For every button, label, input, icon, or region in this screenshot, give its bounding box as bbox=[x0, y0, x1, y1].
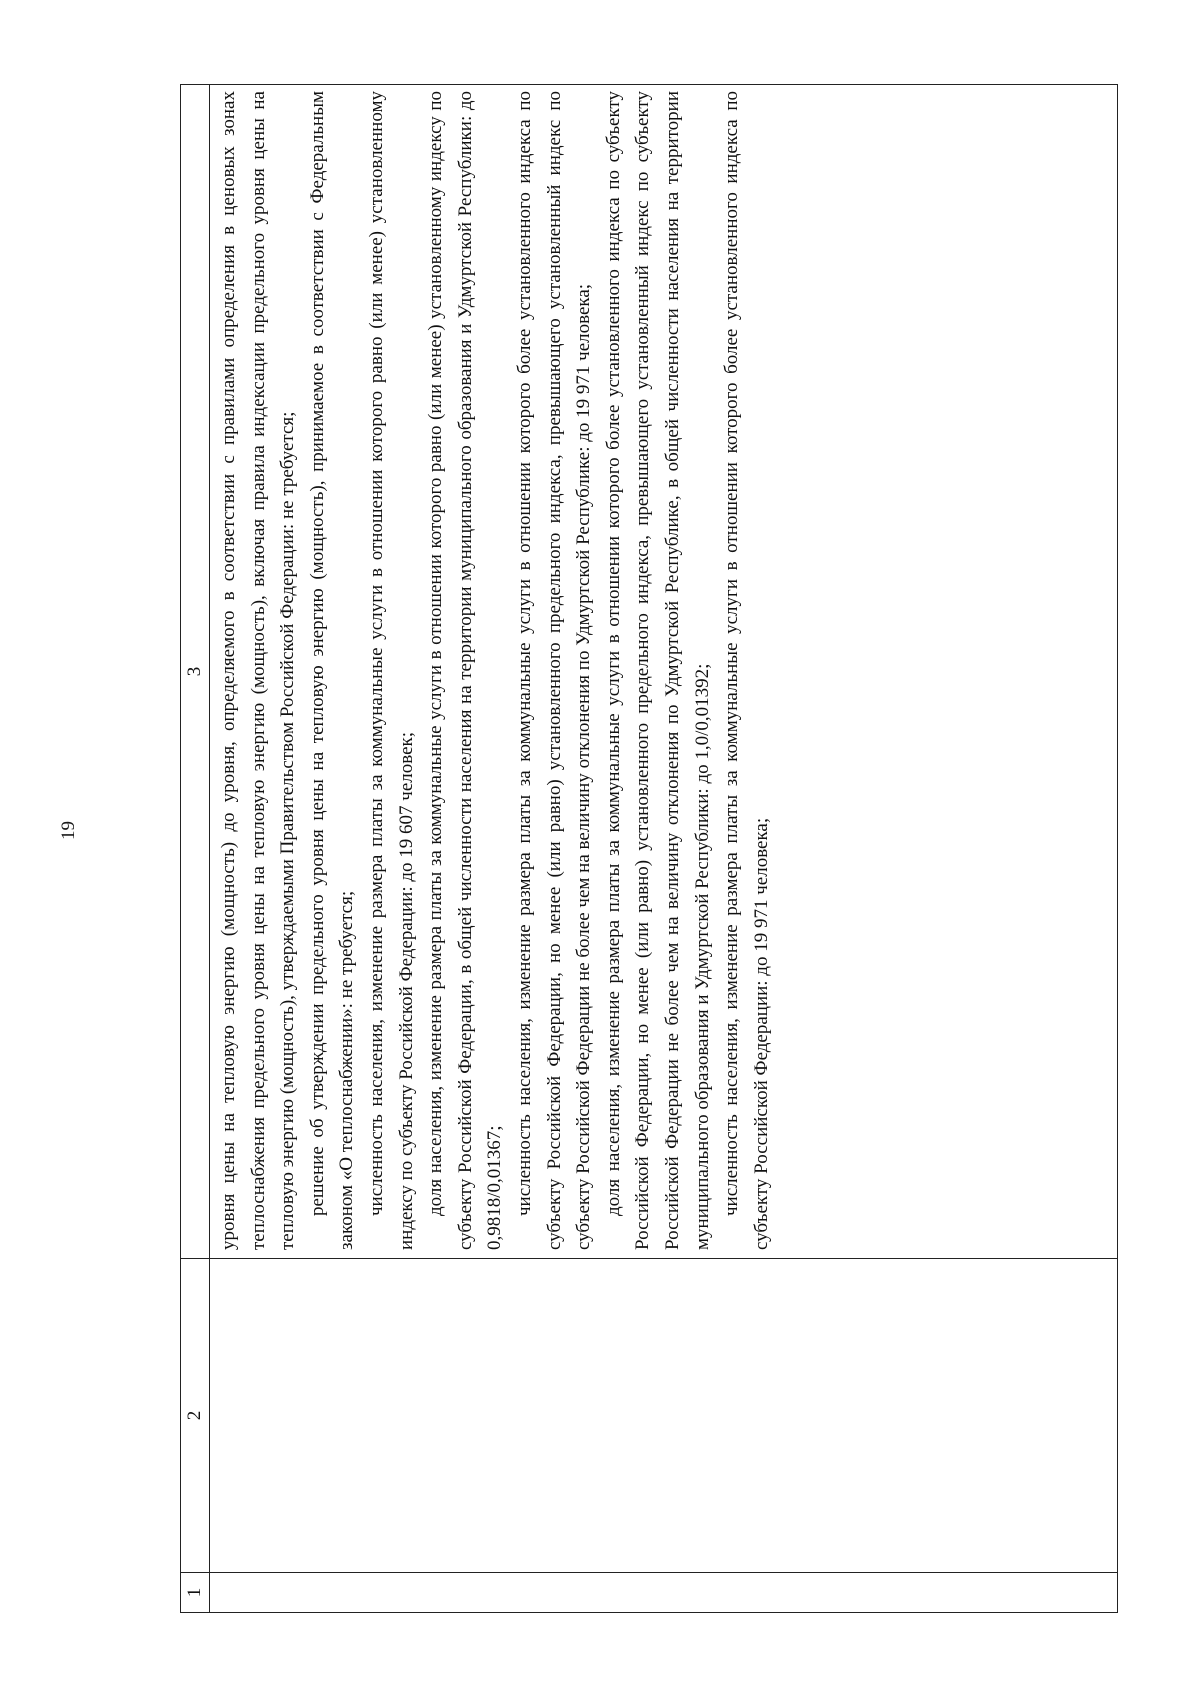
rotated-document-page bbox=[180, 85, 1114, 1613]
paragraph-6: доля населения, изменение размера платы за коммунальные услуги в отношении которого более установленного индекса по субъекту Российской Федерации, но менее (или равно) установленного предельного индекса, превышающего установленный индекс по субъекту Российской Федерации не более чем на величину отклонения по Удмуртской Республике, в общей численности населения на территории муниципального образования и Удмуртской Республики: до 1,0/0,01392; bbox=[602, 91, 713, 1250]
paragraph-7: численность населения, изменение размера платы за коммунальные услуги в отношении которого более установленного индекса по субъекту Российской Федерации: до 19 971 человека; bbox=[721, 91, 772, 1250]
cell-column-1 bbox=[210, 1573, 1118, 1613]
paragraph-4: доля населения, изменение размера платы за коммунальные услуги в отношении которого равно (или менее) установленному индексу по субъекту Российской Федерации, в общей численности населения на территории муниципального образования и Удмуртской Республики: до 0,9818/0,01367; bbox=[425, 91, 506, 1250]
paragraph-5: численность населения, изменение размера платы за коммунальные услуги в отношении которого более установленного индекса по субъекту Российской Федерации, но менее (или равно) установленного предельного индекса, превышающего установленный индекс по субъекту Российской Федерации не более чем на величину отклонения по Удмуртской Республике: до 19 971 человека; bbox=[513, 91, 595, 1250]
cell-column-3 bbox=[210, 85, 1118, 1259]
paragraph-2: решение об утверждении предельного уровня цены на тепловую энергию (мощность), принимаемое в соответствии с Федеральным законом «О теплоснабжении»: не требуется; bbox=[306, 91, 358, 1250]
table-row bbox=[210, 85, 1118, 1613]
column-header-3: 3 bbox=[181, 85, 210, 1259]
table-header-row bbox=[181, 85, 210, 1613]
document-table bbox=[180, 84, 1118, 1613]
paragraph-1: уровня цены на тепловую энергию (мощность) до уровня, определяемого в соответствии с правилами определения в ценовых зонах теплоснабжения предельного уровня цены на тепловую энергию (мощность), включая правила индексации предельного уровня цены на тепловую энергию (мощность), утверждаемыми Правительством Российской Федерации: не требуется; bbox=[218, 91, 299, 1250]
column-header-1: 1 bbox=[181, 1573, 210, 1613]
cell-column-2 bbox=[210, 1259, 1118, 1573]
paragraph-3: численность населения, изменение размера платы за коммунальные услуги в отношении которого равно (или менее) установленному индексу по субъекту Российской Федерации: до 19 607 человек; bbox=[365, 91, 417, 1250]
page-number: 19 bbox=[58, 821, 79, 840]
column-header-2: 2 bbox=[181, 1259, 210, 1573]
